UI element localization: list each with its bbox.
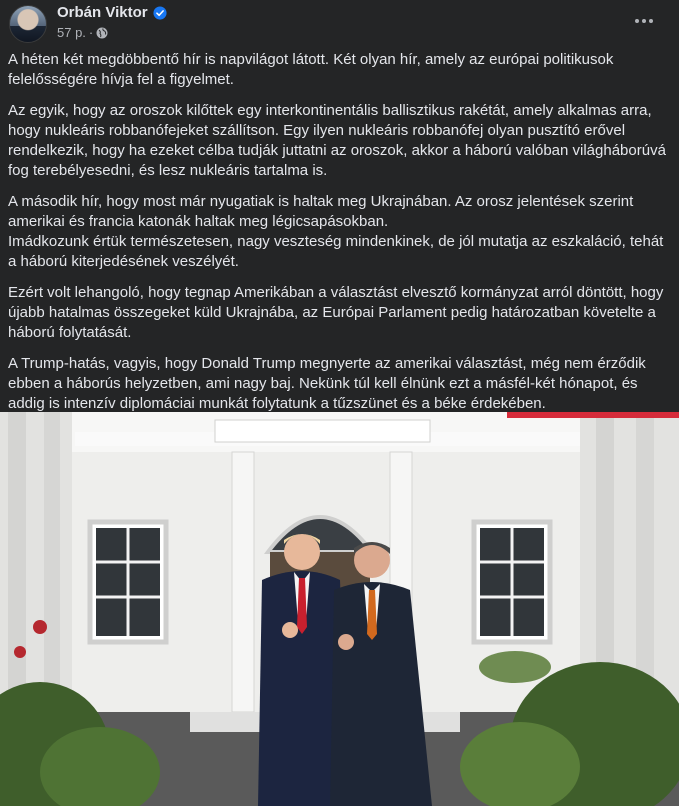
post-paragraph: Ezért volt lehangoló, hogy tegnap Amerikában a választást elvesztő kormányzat arról döntött, hogy újabb hatalmas összegeket küld Ukrajnába, az Európai Parlament pedig határozatban követelte a háború folytatását. bbox=[8, 284, 664, 341]
post-timestamp[interactable]: 57 p. bbox=[57, 25, 86, 40]
meta-separator: · bbox=[88, 25, 94, 40]
post-paragraph: A Trump-hatás, vagyis, hogy Donald Trump megnyerte az amerikai választást, még nem érződik ebben a háborús helyzetben, ami nagy baj. Nekünk túl kell élnünk ezt a másfél-két hónapot, és addig is intenzív diplomáciai munkát folytatunk a tűzszünet és a béke érdekében. bbox=[8, 355, 646, 412]
verified-badge-icon bbox=[153, 6, 167, 20]
post-paragraph: A héten két megdöbbentő hír is napvilágot látott. Két olyan hír, amely az európai politikusok felelősségére hívja fel a figyelmet. bbox=[8, 51, 614, 88]
author-avatar[interactable] bbox=[9, 5, 47, 43]
photo-accent-bar bbox=[507, 412, 679, 418]
author-row bbox=[57, 4, 167, 21]
post-meta bbox=[57, 25, 108, 40]
photo-illustration bbox=[0, 412, 679, 806]
post-body bbox=[0, 46, 679, 414]
globe-icon bbox=[96, 27, 108, 39]
post-paragraph: Az egyik, hogy az oroszok kilőttek egy interkontinentális ballisztikus rakétát, amely alkalmas arra, hogy nukleáris robbanófejeket szállítson. Egy ilyen nukleáris robbanófej olyan pusztító erővel rendelkezik, hogy ha ezeket célba tudják juttatni az oroszok, akkor a háború valóban világháborúvá fog terebélyesedni, és lesz nukleáris tartalma is. bbox=[8, 102, 666, 179]
post-photo[interactable] bbox=[0, 412, 679, 806]
more-options-icon[interactable] bbox=[631, 8, 657, 34]
author-name[interactable]: Orbán Viktor bbox=[57, 4, 148, 21]
post-header bbox=[0, 0, 679, 46]
post-paragraph: A második hír, hogy most már nyugatiak is haltak meg Ukrajnában. Az orosz jelentések szerint amerikai és francia katonák haltak meg légicsapásokban. Imádkozunk értük természetesen, nagy veszteség mindenkinek, de jól mutatja az eszkaláció, tehát a háború kiterjedésének veszélyét. bbox=[8, 193, 664, 270]
